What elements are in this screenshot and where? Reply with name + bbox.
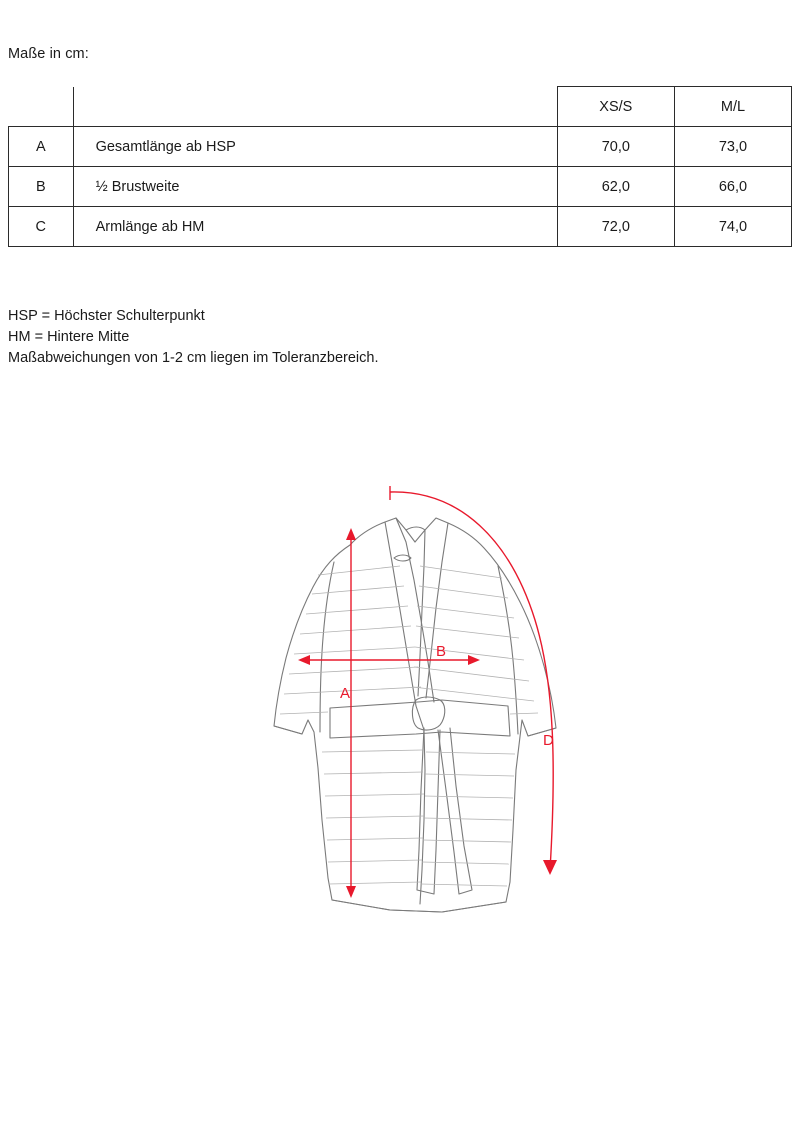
row-letter: A <box>9 127 74 167</box>
label-b: B <box>436 643 447 660</box>
intro-text: Maße in cm: <box>8 46 89 62</box>
measurements-table <box>8 86 792 247</box>
right-lapel <box>418 530 425 696</box>
row-description: Gesamtlänge ab HSP <box>73 127 557 167</box>
header-cell-description <box>73 87 557 127</box>
table-header-row <box>9 87 792 127</box>
chest-logo <box>394 555 411 561</box>
table-header <box>9 87 792 127</box>
left-sleeve-seam <box>320 562 334 732</box>
coat-body-path <box>274 518 556 912</box>
header-cell-xs-s: XS/S <box>557 87 674 127</box>
arrow-d-end <box>543 860 557 875</box>
legend-line-tolerance: Maßabweichungen von 1-2 cm liegen im Toleranzbereich. <box>8 350 379 366</box>
hem-line <box>332 900 506 912</box>
row-value-xs-s: 72,0 <box>557 207 674 247</box>
left-lapel-inner <box>385 522 416 706</box>
left-cuff <box>274 726 302 734</box>
legend-line-hm: HM = Hintere Mitte <box>8 329 130 345</box>
row-description: Armlänge ab HM <box>73 207 557 247</box>
row-value-m-l: 66,0 <box>674 167 791 207</box>
measurement-lines <box>298 486 557 898</box>
arrow-a-bottom <box>346 886 356 898</box>
arrow-a-top <box>346 528 356 540</box>
row-description: ½ Brustweite <box>73 167 557 207</box>
label-a: A <box>340 685 351 702</box>
legend-block <box>8 306 379 369</box>
measurement-labels <box>340 643 554 749</box>
table-row <box>9 207 792 247</box>
label-d: D <box>543 732 554 749</box>
row-letter: B <box>9 167 74 207</box>
header-cell-letter <box>9 87 74 127</box>
right-lapel-inner <box>426 523 448 698</box>
table-row <box>9 167 792 207</box>
garment-sketch-svg <box>210 470 610 950</box>
table-row <box>9 127 792 167</box>
row-value-m-l: 73,0 <box>674 127 791 167</box>
quilting-lines <box>280 566 538 886</box>
coat-outline <box>274 518 556 912</box>
row-value-xs-s: 62,0 <box>557 167 674 207</box>
table-body <box>9 127 792 247</box>
header-cell-m-l: M/L <box>674 87 791 127</box>
arrow-b-left <box>298 655 310 665</box>
arrow-b-right <box>468 655 480 665</box>
row-value-m-l: 74,0 <box>674 207 791 247</box>
legend-line-hsp: HSP = Höchster Schulterpunkt <box>8 308 205 324</box>
collar-fold <box>406 527 425 530</box>
row-value-xs-s: 70,0 <box>557 127 674 167</box>
belt-tail-left <box>417 728 440 894</box>
row-letter: C <box>9 207 74 247</box>
garment-illustration <box>210 470 610 950</box>
